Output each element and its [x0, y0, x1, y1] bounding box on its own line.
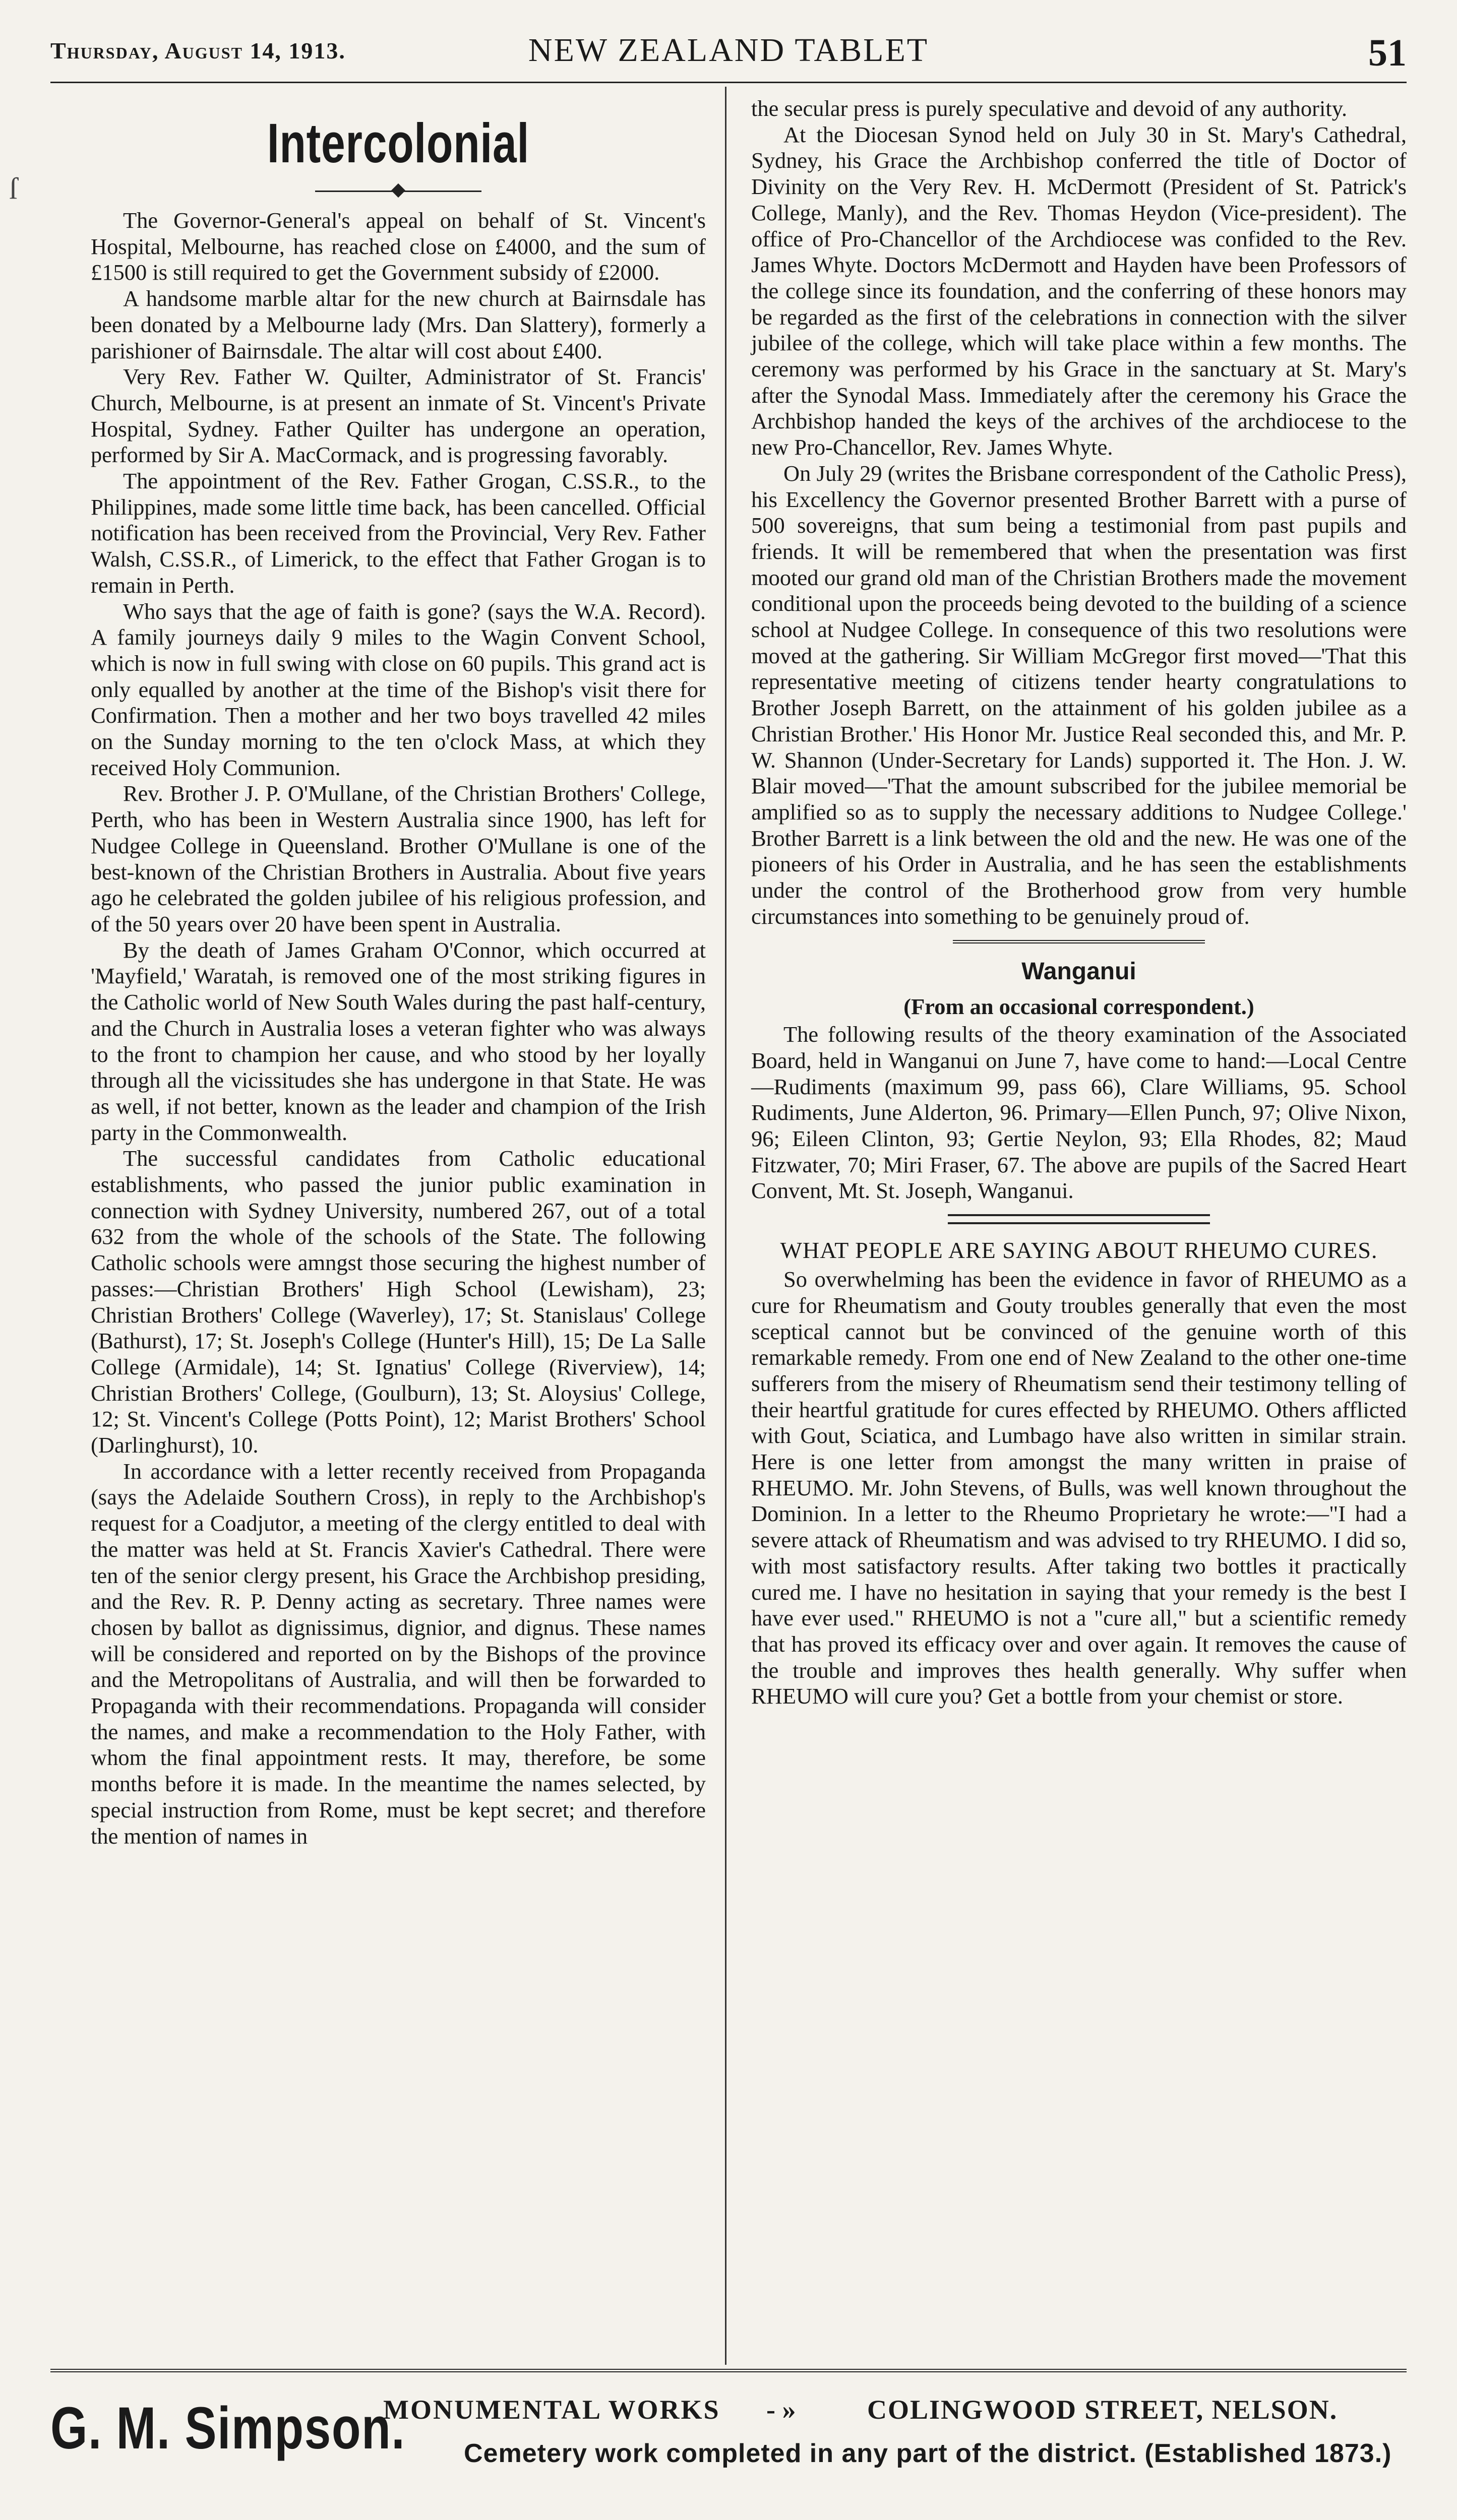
newspaper-title: NEW ZEALAND TABLET: [528, 32, 929, 69]
article-paragraph: In accordance with a letter recently received from Propaganda (says the Adelaide Southern Cross), in reply to the Archbishop's request for a Coadjutor, a meeting of the clergy entitled to deal with the matter was held at St. Francis Xavier's Cathedral. There were ten of the senior clergy present, his Grace the Archbishop presiding, and the Rev. R. P. Denny acting as secretary. Three names were chosen by ballot as dignissimus, dignior, and dignus. These names will be considered and reported on by the Bishops of the province and the Metropolitans of Australia, and will then be forwarded to Propaganda with their recommendations. Propaganda will consider the names, and make a recommendation to the Holy Father, with whom the final appointment rests. It may, therefore, be some months before it is made. In the meantime the names selected, by special instruction from Rome, must be kept secret; and therefore the mention of names in: [91, 1458, 706, 1849]
margin-pencil-mark: ſ: [9, 172, 18, 205]
article-paragraph: The following results of the theory examination of the Associated Board, held in Wanganui on June 7, have come to hand:—Local Centre—Rudiments (maximum 99, pass 66), Clare Williams, 95. School Rudiments, June Alderton, 96. Primary—Ellen Punch, 97; Olive Nixon, 96; Eileen Clinton, 93; Gertie Neylon, 93; Ella Rhodes, 82; Maud Fitzwater, 70; Miri Fraser, 67. The above are pupils of the Sacred Heart Convent, Mt. St. Joseph, Wanganui.: [751, 1022, 1407, 1204]
footer-rule: [50, 2369, 1407, 2372]
section-divider: [953, 940, 1205, 943]
masthead: [50, 31, 1407, 77]
business-type: MONUMENTAL WORKS: [383, 2395, 720, 2425]
section-divider: [948, 1214, 1210, 1224]
article-paragraph: The successful candidates from Catholic educational establishments, who passed the junior public examination in connection with Sydney University, numbered 267, out of a total 632 from the whole of the schools of the State. The following Catholic schools were amngst those securing the highest number of passes:—Christian Brothers' High School (Lewisham), 23; Christian Brothers' College (Waverley), 17; St. Stanislaus' College (Bathurst), 17; St. Joseph's College (Hunter's Hill), 15; De La Salle College (Armidale), 14; St. Ignatius' College (Riverview), 14; Christian Brothers' College, (Goulburn), 13; St. Aloysius' College, 12; St. Vincent's College (Potts Point), 12; Marist Brothers' School (Darlinghurst), 10.: [91, 1146, 706, 1458]
article-paragraph: A handsome marble altar for the new church at Bairnsdale has been donated by a Melbourne lady (Mrs. Dan Slattery), formerly a parishioner of Bairnsdale. The altar will cost about £400.: [91, 286, 706, 363]
article-paragraph: Very Rev. Father W. Quilter, Administrator of St. Francis' Church, Melbourne, is at present an inmate of St. Vincent's Private Hospital, Sydney. Father Quilter has undergone an operation, performed by Sir A. MacCormack, and is progressing favorably.: [91, 364, 706, 468]
business-tagline: Cemetery work completed in any part of the district. (Established 1873.): [464, 2439, 1392, 2468]
article-paragraph: Rev. Brother J. P. O'Mullane, of the Christian Brothers' College, Perth, who has been in Western Australia since 1900, has left for Nudgee College in Queensland. Brother O'Mullane is one of the best-known of the Christian Brothers in Australia. About five years ago he celebrated the golden jubilee of his religious profession, and of the 50 years over 20 have been spent in Australia.: [91, 781, 706, 936]
column-divider: [725, 87, 726, 2365]
section-title-wanganui: Wanganui: [1021, 958, 1136, 985]
right-column: [751, 96, 1407, 2364]
article-paragraph: The Governor-General's appeal on behalf of St. Vincent's Hospital, Melbourne, has reached close on £4000, and the sum of £1500 is still required to get the Government subsidy of £2000.: [91, 208, 706, 285]
advertisement-heading: WHAT PEOPLE ARE SAYING ABOUT RHEUMO CURES.: [780, 1237, 1378, 1264]
advertisement-paragraph: So overwhelming has been the evidence in favor of RHEUMO as a cure for Rheumatism and Gouty troubles generally that even the most sceptical cannot but be convinced of the genuine worth of this remarkable remedy. From one end of New Zealand to the other one-time sufferers from the misery of Rheumatism send their testimony telling of their heartful gratitude for cures effected by RHEUMO. Others afflicted with Gout, Sciatica, and Lumbago have also written in similar strain. Here is one letter from amongst the many written in praise of RHEUMO. Mr. John Stevens, of Bulls, was well known throughout the Dominion. In a letter to the Rheumo Proprietary he wrote:—"I had a severe attack of Rheumatism and was advised to try RHEUMO. I did so, with most satisfactory results. After taking two bottles it practically cured me. I have no hesitation in saying that your remedy is the best I have ever used." RHEUMO is not a "cure all," but a scientific remedy that has proved its efficacy over and over again. It removes the cause of the trouble and improves thes health generally. Why suffer when RHEUMO will cure you? Get a bottle from your chemist or store.: [751, 1267, 1407, 1709]
issue-date: Thursday, August 14, 1913.: [50, 38, 346, 64]
article-paragraph: At the Diocesan Synod held on July 30 in St. Mary's Cathedral, Sydney, his Grace the Archbishop conferred the title of Doctor of Divinity on the Very Rev. H. McDermott (President of St. Patrick's College, Manly), and the Rev. Thomas Heydon (Vice-president). The office of Pro-Chancellor of the Archdiocese was confided to the Rev. James Whyte. Doctors McDermott and Hayden have been Professors of the college since its foundation, and the conferring of these honors may be regarded as the first of the celebrations in connection with the silver jubilee of the college, which will take place within a few months. The ceremony was performed by his Grace in the sanctuary at St. Mary's after the Synodal Mass. Immediately after the ceremony his Grace the Archbishop handed the keys of the archives of the archdiocese to the new Pro-Chancellor, Rev. James Whyte.: [751, 121, 1407, 460]
article-paragraph: By the death of James Graham O'Connor, which occurred at 'Mayfield,' Waratah, is removed one of the most striking figures in the Catholic world of New South Wales during the past half-century, and the Church in Australia loses a veteran fighter who was always to the front to champion her cause, and who stood by her loyally through all the vicissitudes she has undergone in that State. He was as well, if not better, known as the leader and champion of the Irish party in the Commonwealth.: [91, 937, 706, 1145]
business-address: COLINGWOOD STREET, NELSON.: [867, 2395, 1338, 2425]
article-paragraph: The appointment of the Rev. Father Grogan, C.SS.R., to the Philippines, made some little time back, has been cancelled. Official notification has been received from the Provincial, Very Rev. Father Walsh, C.SS.R., of Limerick, to the effect that Father Grogan is to remain in Perth.: [91, 468, 706, 598]
section-title-intercolonial: Intercolonial: [267, 112, 530, 174]
article-paragraph: On July 29 (writes the Brisbane correspondent of the Catholic Press), his Excellency the Governor presented Brother Barrett with a purse of 500 sovereigns, that sum being a testimonial from past pupils and friends. It will be remembered that when the presentation was first mooted our grand old man of the Christian Brothers made the movement conditional upon the proceeds being devoted to the building of a science school at Nudgee College. In consequence of this two resolutions were moved at the gathering. Sir William McGregor first moved—'That this representative meeting of citizens tender hearty congratulations to Brother Joseph Barrett, on the attainment of his golden jubilee as a Christian Brother.' His Honor Mr. Justice Real seconded this, and Mr. P. W. Shannon (Under-Secretary for Lands) supported it. The Hon. J. W. Blair moved—'That the amount subscribed for the jubilee memorial be amplified so as to supply the necessary additions to Nudgee College.' Brother Barrett is a link between the old and the new. He was one of the pioneers of his Order in Australia, and he has seen the establishments under the control of the Brotherhood grow from very humble circumstances into something to be genuinely proud of.: [751, 460, 1407, 929]
article-paragraph: the secular press is purely speculative and devoid of any authority.: [751, 96, 1348, 121]
left-column: [91, 96, 706, 2364]
footer-advertisement: [50, 2379, 1407, 2500]
article-paragraph: Who says that the age of faith is gone? (says the W.A. Record). A family journeys daily 9 miles to the Wagin Convent School, which is now in full swing with close on 60 pupils. This grand act is only equalled by another at the time of the Bishop's visit there for Confirmation. Then a mother and her two boys travelled 42 miles on the Sunday morning to the ten o'clock Mass, at which they received Holy Communion.: [91, 598, 706, 780]
advertiser-name: G. M. Simpson.: [50, 2395, 406, 2462]
separator-mark: - »: [766, 2395, 796, 2425]
page-number: 51: [1368, 32, 1407, 74]
masthead-rule: [50, 82, 1407, 83]
ornamental-rule: [315, 183, 481, 199]
correspondent-byline: (From an occasional correspondent.): [903, 993, 1254, 1019]
